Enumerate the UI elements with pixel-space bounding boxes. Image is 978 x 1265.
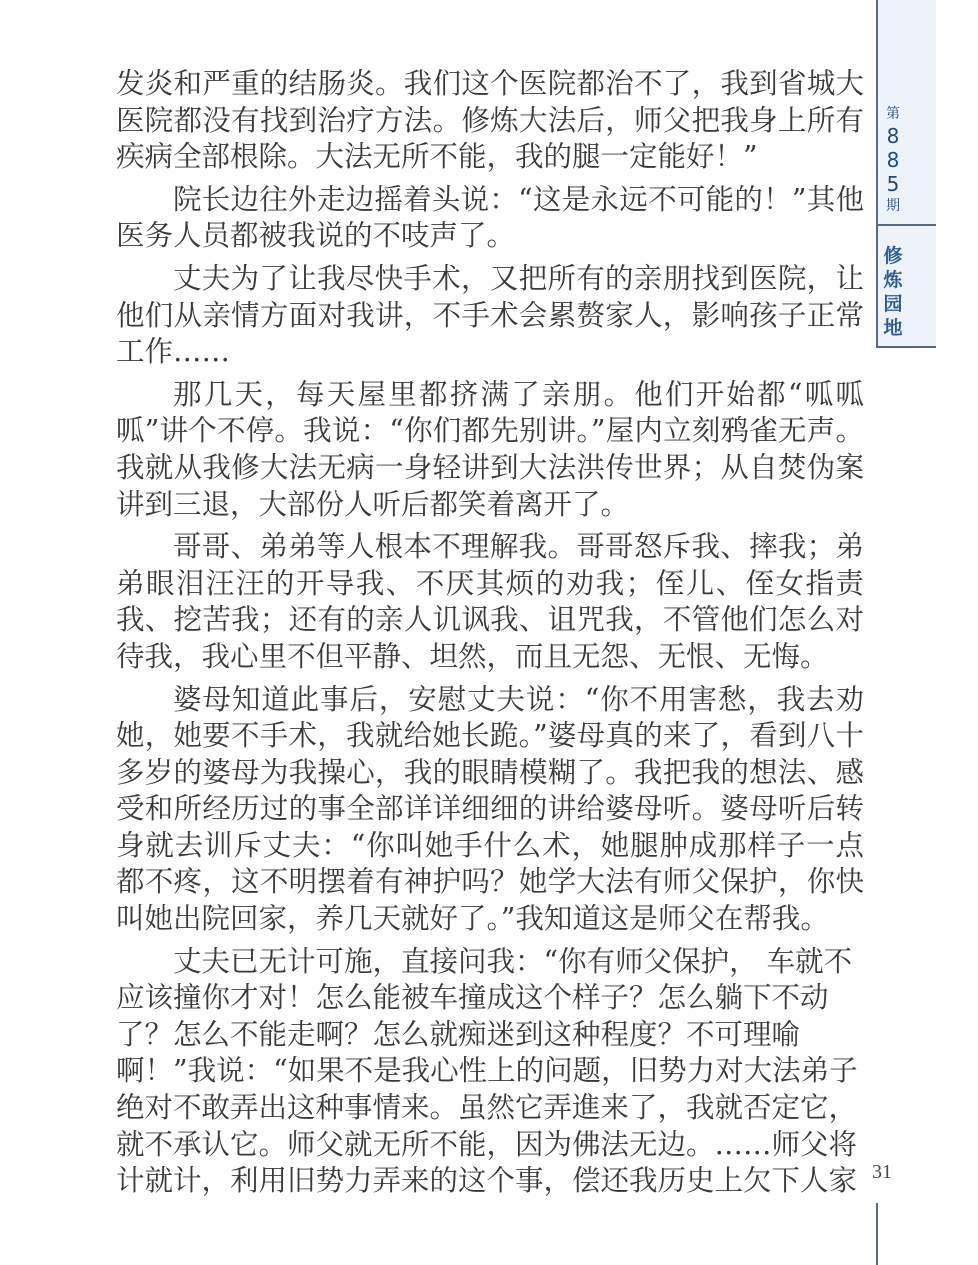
paragraph-7: 丈夫已无计可施，直接问我：“你有师父保护， 车就不应该撞你才对！怎么能被车撞成这个样子？怎么躺下不动了？怎么不能走啊？怎么就痴迷到这种程度？不可理喻啊！”我说：“如果不是我心性上的问题，旧势力对大法弟子绝对不敢弄出这种事情来。虽然它弄進来了，我就否定它，就不承认它。师父就无所不能，因为佛法无边。……师父将计就计，利用旧势力弄来的这个事，偿还我历史上欠下人家 <box>116 944 858 1198</box>
issue-digit: 8 <box>886 124 900 148</box>
sidebar-divider-lower <box>876 346 936 348</box>
body-text <box>116 66 864 1200</box>
column-title-char: 修 <box>883 245 903 267</box>
issue-suffix: 期 <box>886 198 900 214</box>
column-title-char: 炼 <box>883 269 903 291</box>
column-title <box>878 244 908 340</box>
issue-number <box>878 104 908 216</box>
issue-digit: 8 <box>886 148 900 172</box>
column-title-char: 地 <box>883 317 903 339</box>
paragraph-6: 婆母知道此事后，安慰丈夫说：“你不用害愁，我去劝她，她要不手术，我就给她长跪。”婆母真的来了，看到八十多岁的婆母为我操心，我的眼睛模糊了。我把我的想法、感受和所经历过的事全部详详细细的讲给婆母听。婆母听后转身就去训斥丈夫：“你叫她手什么术，她腿肿成那样子一点都不疼，这不明摆着有神护吗？她学大法有师父保护，你快叫她出院回家，养几天就好了。”我知道这是师父在帮我。 <box>116 682 864 936</box>
sidebar-divider-upper <box>876 224 936 226</box>
issue-digit: 5 <box>886 172 900 196</box>
issue-prefix: 第 <box>886 106 900 122</box>
page-number: 31 <box>872 1161 892 1183</box>
paragraph-2: 院长边往外走边摇着头说：“这是永远不可能的！”其他医务人员都被我说的不吱声了。 <box>116 182 864 253</box>
sidebar-rule-bottom <box>876 1203 878 1265</box>
column-title-char: 园 <box>883 293 903 315</box>
paragraph-5: 哥哥、弟弟等人根本不理解我。哥哥怒斥我、摔我；弟弟眼泪汪汪的开导我、不厌其烦的劝我；侄儿、侄女指责我、挖苦我；还有的亲人讥讽我、诅咒我，不管他们怎么对待我，我心里不但平静、坦然，而且无怨、无恨、无悔。 <box>116 530 864 673</box>
paragraph-4: 那几天，每天屋里都挤满了亲朋。他们开始都“呱呱呱”讲个不停。我说：“你们都先别讲。”屋内立刻鸦雀无声。我就从我修大法无病一身轻讲到大法洪传世界；从自焚伪案讲到三退，大部份人听后都笑着离开了。 <box>116 377 864 521</box>
paragraph-1: 发炎和严重的结肠炎。我们这个医院都治不了，我到省城大医院都没有找到治疗方法。修炼大法后，师父把我身上所有疾病全部根除。大法无所不能，我的腿一定能好！” <box>116 67 864 174</box>
paragraph-3: 丈夫为了让我尽快手术，又把所有的亲朋找到医院，让他们从亲情方面对我讲，不手术会累赘家人，影响孩子正常工作…… <box>116 261 864 369</box>
